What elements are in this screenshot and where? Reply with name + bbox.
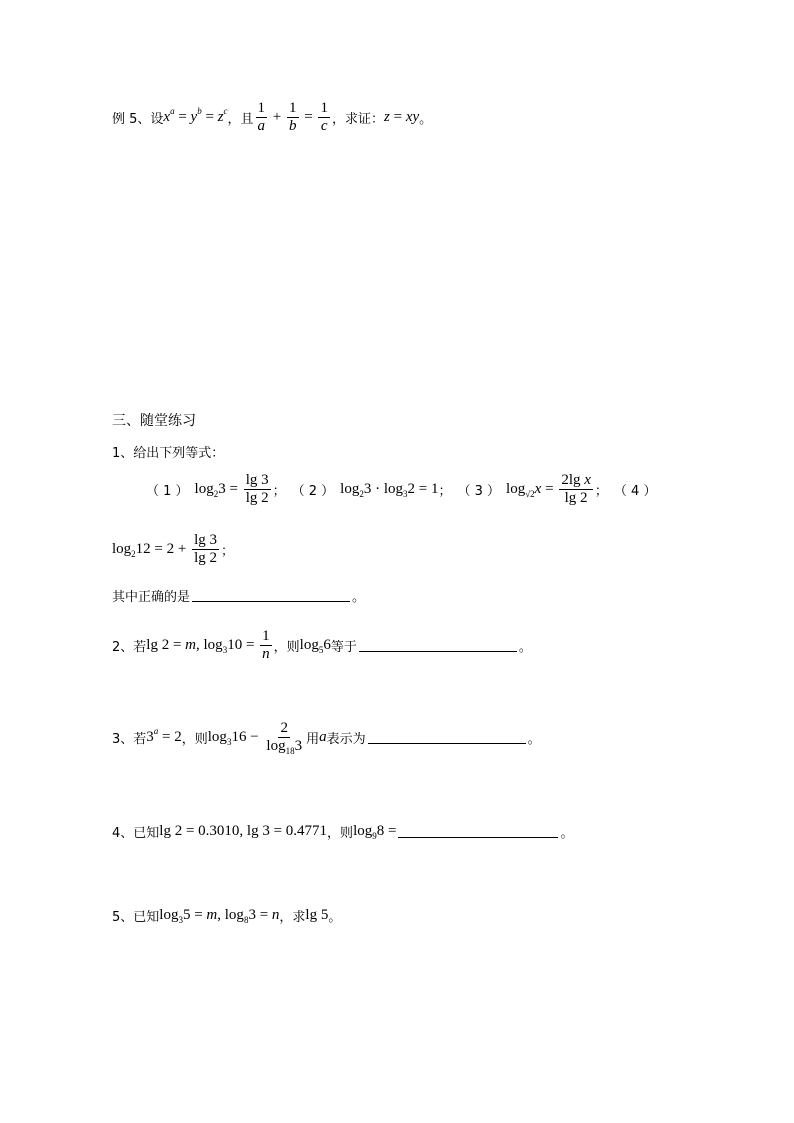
question-5: 5、已知 $\log_35 = m$, $\log_83 = n$ ，求 lg 5 。 [112, 907, 342, 925]
question-1-intro: 1、给出下列等式： [112, 446, 225, 461]
answer-blank-1[interactable] [192, 589, 350, 602]
question-3: 3、若 $3^a = 2$ ，则 $\log_316$ − $\frac{2}{\log_{18}3}$ 用 a 表示为 。 [112, 720, 541, 756]
question-2-target: $\log_56$ [299, 637, 331, 655]
example-5: 例 5、设 $x^a = y^b = z^c$ ，且 $\frac{1}{a}$ + $\frac{1}{b}$ = $\frac{1}{c}$ ，求证： z = xy 。 [112, 100, 433, 134]
question-2: 2、若 lg 2 = m, $\log_310$ = $\frac{1}{n}$ ，则 $\log_56$ 等于 。 [112, 628, 532, 662]
example-5-fraction-equation: $\frac{1}{a}$ + $\frac{1}{b}$ = $\frac{1}{c}$ [257, 100, 328, 134]
example-5-condition: $x^a = y^b = z^c$ [163, 106, 228, 125]
question-1-items: （ 1 ） $\log_23$ = $\frac{\lg 3}{\lg 2}$ ； （ 2 ） $\log_23 \cdot \log_32 = 1$ ； （ 3 ） $\log_{√2}x$ = $\frac{\text{2lg x}}{\lg 2}$ ； （ 4 ） [146, 472, 657, 506]
question-4-target: $\log_98$ = [353, 823, 397, 841]
item-2-formula: $\log_23 \cdot \log_32 = 1$ [340, 481, 439, 499]
section-title: 三、随堂练习 [112, 413, 196, 429]
item-4-label: （ 4 ） [613, 484, 657, 499]
item-3-label: （ 3 ） [457, 484, 501, 499]
answer-blank-4[interactable] [398, 825, 558, 838]
question-5-given: $\log_35 = m$, $\log_83 = n$ [159, 907, 280, 925]
item-3-formula: $\log_{√2}x$ = $\frac{\text{2lg x}}{\lg 2}$ [506, 472, 591, 506]
answer-blank-3[interactable] [368, 731, 526, 744]
example-5-goal: z = xy [384, 109, 420, 125]
answer-blank-2[interactable] [359, 639, 517, 652]
question-4-given: lg 2 = 0.3010, lg 3 = 0.4771 [159, 823, 328, 839]
question-1-item-4: $\log_212 = 2$ + $\frac{\lg 3}{\lg 2}$ ； [112, 532, 235, 566]
question-3-given: $3^a = 2$ [146, 726, 182, 745]
question-5-target: lg 5 [305, 907, 329, 923]
item-1-formula: $\log_23$ = $\frac{\lg 3}{\lg 2}$ [194, 472, 269, 506]
question-2-given: lg 2 = m, $\log_310$ = $\frac{1}{n}$ [146, 628, 270, 662]
item-2-label: （ 2 ） [291, 484, 335, 499]
question-4: 4、已知 lg 2 = 0.3010, lg 3 = 0.4771 ，则 $\log_98$ = 。 [112, 823, 574, 841]
example-5-label: 例 5、设 [112, 112, 164, 127]
item-1-label: （ 1 ） [146, 484, 189, 499]
item-4-formula: $\log_212 = 2$ + $\frac{\lg 3}{\lg 2}$ [112, 532, 218, 566]
question-3-expression: $\log_316$ − $\frac{2}{\log_{18}3}$ [207, 720, 303, 756]
question-1-prompt: 其中正确的是 。 [112, 590, 366, 605]
